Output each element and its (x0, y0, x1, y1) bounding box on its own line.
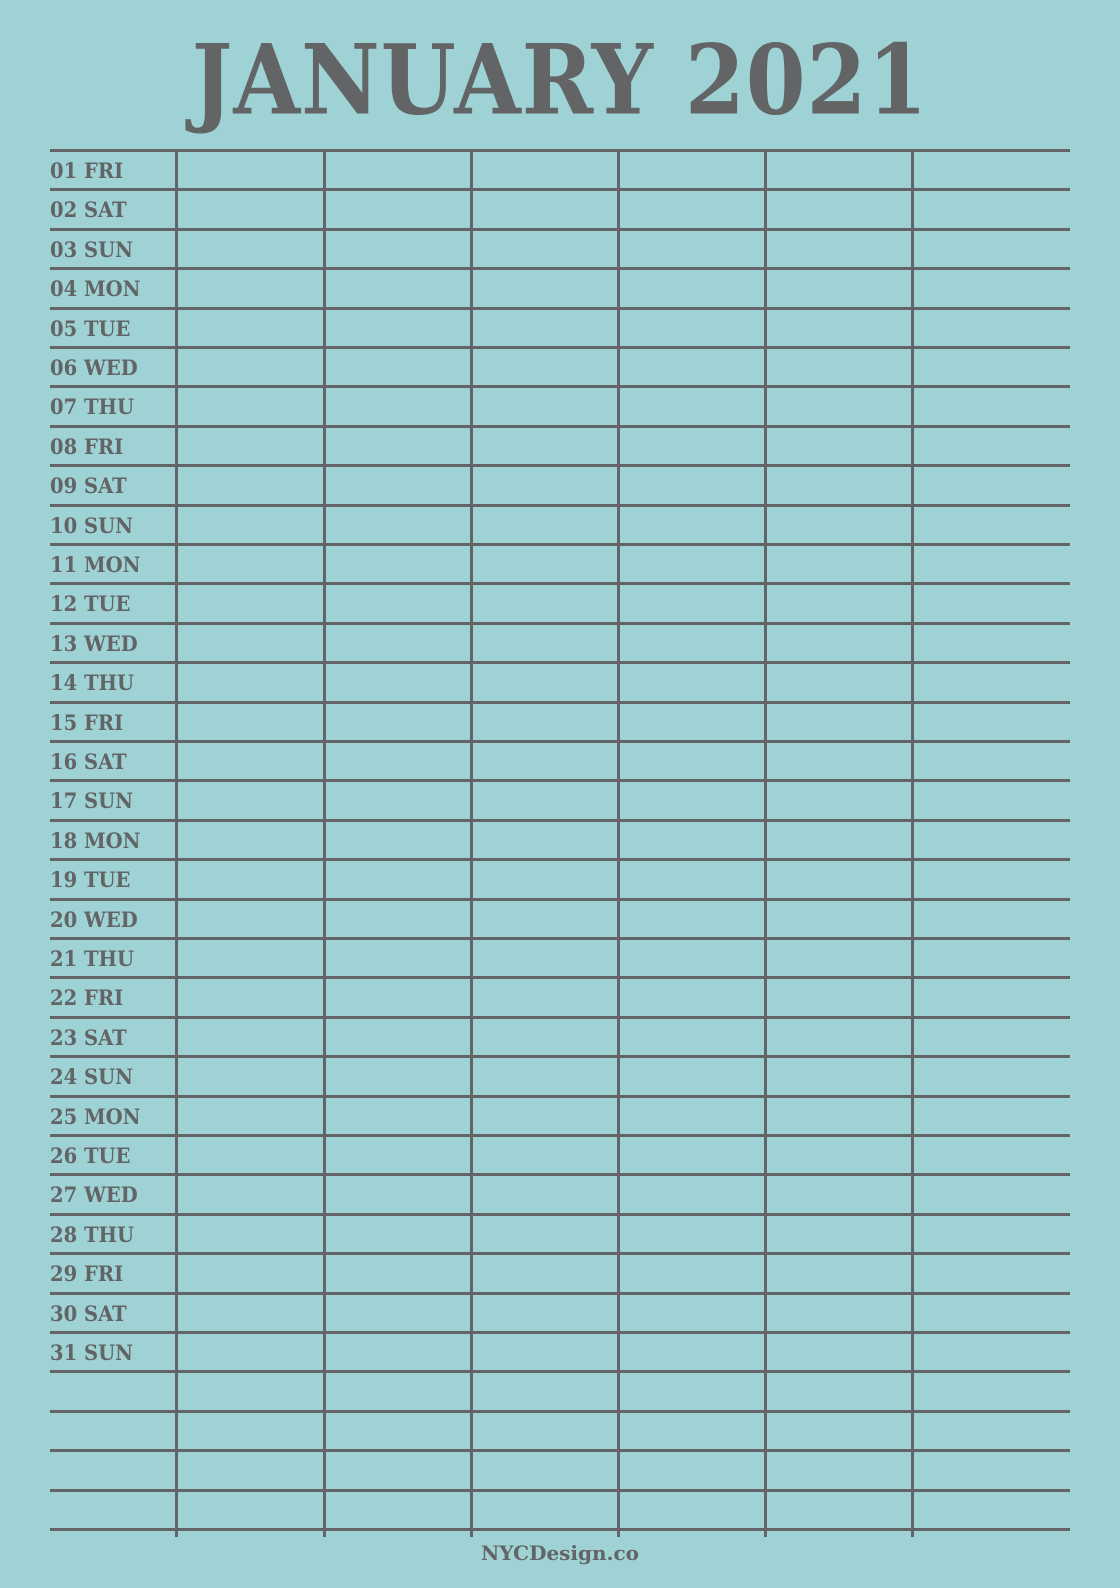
day-label: 11 MON (50, 552, 141, 577)
column-rule (617, 151, 620, 1537)
row-rule (50, 149, 1070, 152)
row-rule (50, 1528, 1070, 1531)
row-rule (50, 1213, 1070, 1216)
row-rule (50, 1252, 1070, 1255)
day-label: 07 THU (50, 394, 135, 419)
day-label: 01 FRI (50, 158, 124, 183)
row-rule (50, 740, 1070, 743)
row-rule (50, 267, 1070, 270)
row-rule (50, 622, 1070, 625)
day-label: 19 TUE (50, 867, 131, 892)
row-rule (50, 1134, 1070, 1137)
column-rule (764, 151, 767, 1537)
column-rule (911, 151, 914, 1537)
row-rule (50, 1331, 1070, 1334)
day-label: 15 FRI (50, 710, 124, 735)
day-label: 22 FRI (50, 985, 124, 1010)
row-rule (50, 1095, 1070, 1098)
row-rule (50, 1489, 1070, 1492)
row-rule (50, 464, 1070, 467)
column-rule (470, 151, 473, 1537)
row-rule (50, 346, 1070, 349)
column-rule (175, 151, 178, 1537)
day-label: 26 TUE (50, 1143, 131, 1168)
day-label: 21 THU (50, 946, 135, 971)
day-label: 14 THU (50, 670, 135, 695)
row-rule (50, 819, 1070, 822)
footer-credit: NYCDesign.co (480, 1541, 640, 1565)
day-label: 23 SAT (50, 1025, 127, 1050)
day-label: 05 TUE (50, 316, 131, 341)
day-label: 03 SUN (50, 237, 133, 262)
day-label: 04 MON (50, 276, 141, 301)
day-label: 10 SUN (50, 513, 133, 538)
row-rule (50, 1410, 1070, 1413)
row-rule (50, 701, 1070, 704)
row-rule (50, 1449, 1070, 1452)
row-rule (50, 1370, 1070, 1373)
row-rule (50, 1055, 1070, 1058)
row-rule (50, 898, 1070, 901)
day-label: 17 SUN (50, 788, 133, 813)
row-rule (50, 228, 1070, 231)
day-label: 29 FRI (50, 1261, 124, 1286)
row-rule (50, 504, 1070, 507)
row-rule (50, 858, 1070, 861)
row-rule (50, 779, 1070, 782)
row-rule (50, 425, 1070, 428)
day-label: 27 WED (50, 1182, 138, 1207)
page-title: JANUARY 2021 (191, 24, 929, 138)
row-rule (50, 385, 1070, 388)
row-rule (50, 661, 1070, 664)
day-label: 25 MON (50, 1104, 141, 1129)
column-rule (323, 151, 326, 1537)
day-label: 30 SAT (50, 1301, 127, 1326)
row-rule (50, 1292, 1070, 1295)
day-label: 18 MON (50, 828, 141, 853)
row-rule (50, 1173, 1070, 1176)
day-label: 06 WED (50, 355, 138, 380)
row-rule (50, 188, 1070, 191)
day-label: 13 WED (50, 631, 138, 656)
day-label: 02 SAT (50, 197, 127, 222)
day-label: 24 SUN (50, 1064, 133, 1089)
row-rule (50, 976, 1070, 979)
row-rule (50, 1016, 1070, 1019)
day-label: 12 TUE (50, 591, 131, 616)
day-label: 20 WED (50, 907, 138, 932)
row-rule (50, 582, 1070, 585)
day-label: 28 THU (50, 1222, 135, 1247)
day-label: 16 SAT (50, 749, 127, 774)
day-label: 09 SAT (50, 473, 127, 498)
row-rule (50, 307, 1070, 310)
row-rule (50, 543, 1070, 546)
row-rule (50, 937, 1070, 940)
day-label: 31 SUN (50, 1340, 133, 1365)
day-label: 08 FRI (50, 434, 124, 459)
